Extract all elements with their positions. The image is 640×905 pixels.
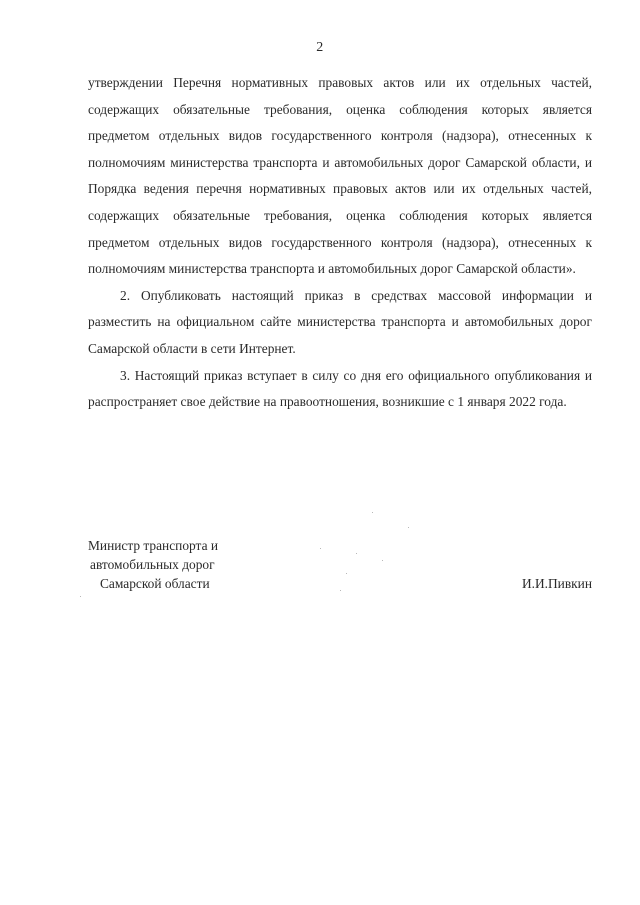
paragraph-item-2: 2. Опубликовать настоящий приказ в средствах массовой информации и разместить на официальном сайте министерства транспорта и автомобильных дорог Самарской области в сети Интернет. — [88, 287, 592, 356]
scan-speck — [382, 560, 383, 561]
signatory-title-line: автомобильных дорог — [90, 557, 215, 572]
signatory-title-line: Самарской области — [100, 576, 210, 591]
paragraph-continued: утверждении Перечня нормативных правовых актов или их отдельных частей, содержащих обязательные требования, оценка соблюдения которых является предметом отдельных видов государственного контроля (надзора), отнесенных к полномочиям министерства транспорта и автомобильных дорог Самарской области, и Порядка ведения перечня нормативных правовых актов или их отдельных частей, содержащих обязательные требования, оценка соблюдения которых является предметом отдельных видов государственного контроля (надзора), отнесенных к полномочиям министерства транспорта и автомобильных дорог Самарской области». — [88, 75, 592, 277]
signatory-title — [88, 536, 288, 593]
signatory-title-line: Министр транспорта и — [88, 538, 219, 553]
scan-speck — [372, 512, 373, 513]
scan-speck — [80, 596, 81, 597]
scan-speck — [346, 573, 347, 574]
paragraph-item-3: 3. Настоящий приказ вступает в силу со дня его официального опубликования и распространяет свое действие на правоотношения, возникшие с 1 января 2022 года. — [88, 367, 592, 410]
scan-speck — [340, 590, 341, 591]
scan-speck — [408, 527, 409, 528]
page-number: 2 — [316, 40, 324, 55]
document-body — [88, 70, 592, 416]
signatory-name: И.И.Пивкин — [521, 576, 592, 591]
scan-speck — [356, 553, 357, 554]
scan-speck — [320, 548, 321, 549]
